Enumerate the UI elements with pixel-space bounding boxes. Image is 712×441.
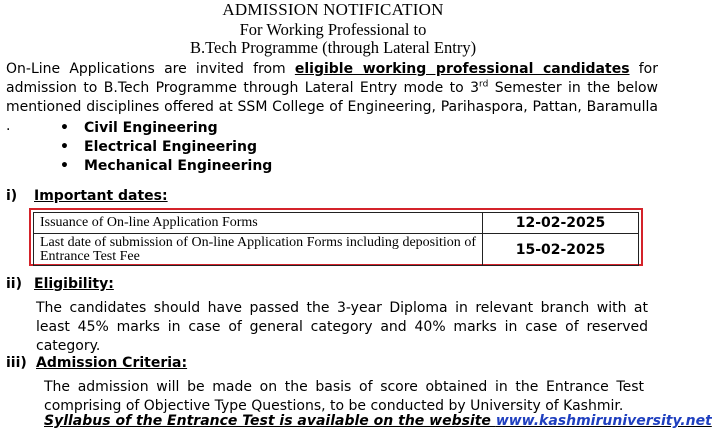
website-link[interactable]: www.kashmiruniversity.net [495, 413, 712, 429]
notice-subtitle-1: For Working Professional to [239, 20, 427, 39]
intro-text-3: Semester in the below mentioned disciplines offered at SSM College of Engineering, Parihaspora, Pattan, Baramulla . [6, 80, 658, 134]
notice-title: ADMISSION NOTIFICATION [222, 0, 444, 19]
date-value: 15-02-2025 [483, 234, 639, 266]
section-heading: Admission Criteria: [36, 355, 188, 371]
date-value: 12-02-2025 [483, 213, 639, 234]
section-admission-criteria [6, 355, 187, 371]
syllabus-note [44, 413, 712, 429]
section-heading: Important dates: [34, 188, 168, 204]
table-row [34, 234, 639, 266]
eligibility-text: The candidates should have passed the 3-year Diploma in relevant branch with at least 45% marks in case of general category and 40% marks in case of reserved category. [36, 300, 648, 354]
intro-superscript: rd [479, 79, 489, 90]
important-dates-table [33, 212, 639, 266]
date-event: Issuance of On-line Application Forms [34, 213, 483, 234]
admission-criteria-text: The admission will be made on the basis of score obtained in the Entrance Test comprising of Objective Type Questions, to be conducted by University of Kashmir. [44, 379, 644, 414]
discipline-item: • Civil Engineering [60, 119, 272, 138]
discipline-item: • Mechanical Engineering [60, 157, 272, 176]
section-important-dates [6, 188, 168, 204]
important-dates-highlight [29, 208, 643, 266]
notice-subtitle-2: B.Tech Programme (through Lateral Entry) [189, 38, 477, 57]
syllabus-text: Syllabus of the Entrance Test is available on the website [44, 413, 496, 429]
date-event: Last date of submission of On-line Application Forms including deposition of Entrance Test Fee [34, 234, 483, 266]
intro-text-2: for admission to B.Tech Programme through Lateral Entry mode to 3 [6, 61, 658, 96]
section-number: ii) [6, 276, 22, 292]
section-heading: Eligibility: [34, 276, 114, 292]
discipline-item: • Electrical Engineering [60, 138, 272, 157]
section-eligibility [6, 276, 114, 292]
intro-text-1: On-Line Applications are invited from [6, 61, 295, 77]
section-number: i) [6, 188, 18, 204]
disciplines-list [60, 119, 272, 176]
table-row [34, 213, 639, 234]
section-number: iii) [6, 355, 27, 371]
intro-eligible-candidates: eligible working professional candidates [294, 61, 630, 77]
